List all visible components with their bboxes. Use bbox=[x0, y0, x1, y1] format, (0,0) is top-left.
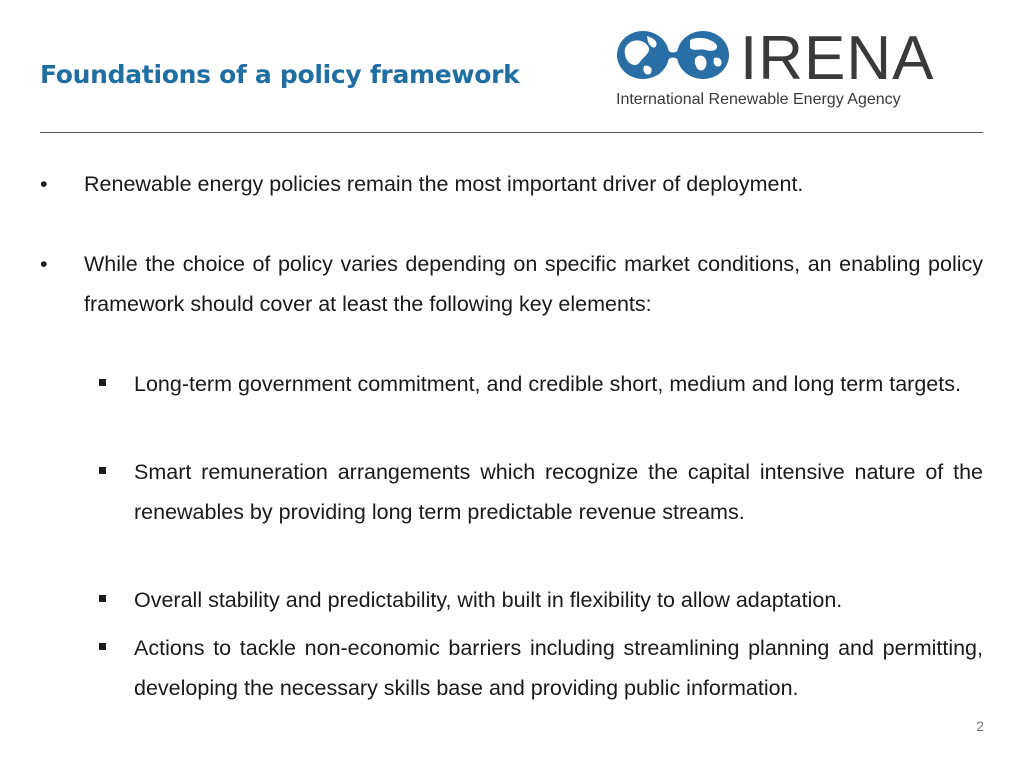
square-bullet-icon bbox=[99, 643, 106, 650]
sub-bullet-text: Overall stability and predictability, with built in flexibility to allow adaptation. bbox=[134, 588, 843, 612]
sub-bullet-item bbox=[96, 452, 983, 532]
square-bullet-icon bbox=[99, 379, 106, 386]
irena-logo bbox=[606, 20, 958, 118]
sub-bullet-text: Actions to tackle non-economic barriers including streamlining planning and permitting, developing the necessary skills base and providing public information. bbox=[134, 636, 983, 700]
bullet-marker: • bbox=[40, 252, 48, 276]
bullet-text: While the choice of policy varies depending on specific market conditions, an enabling policy framework should cover at least the following key elements: bbox=[84, 252, 983, 316]
logo-subtitle: International Renewable Energy Agency bbox=[616, 91, 901, 108]
title-divider bbox=[40, 132, 983, 133]
page-number: 2 bbox=[976, 718, 984, 734]
globe-infinity-icon bbox=[614, 28, 732, 82]
square-bullet-icon bbox=[99, 467, 106, 474]
bullet-marker: • bbox=[40, 172, 48, 196]
bullet-text: Renewable energy policies remain the most important driver of deployment. bbox=[84, 172, 804, 196]
square-bullet-icon bbox=[99, 595, 106, 602]
bullet-item bbox=[40, 244, 983, 324]
slide-title: Foundations of a policy framework bbox=[40, 60, 520, 89]
sub-bullet-item bbox=[96, 628, 983, 708]
logo-wordmark: IRENA bbox=[740, 24, 935, 93]
sub-bullet-text: Long-term government commitment, and credible short, medium and long term targets. bbox=[134, 372, 961, 396]
sub-bullet-text: Smart remuneration arrangements which recognize the capital intensive nature of the renewables by providing long term predictable revenue streams. bbox=[134, 460, 983, 524]
bullet-item bbox=[40, 164, 983, 204]
sub-bullet-item bbox=[96, 364, 983, 404]
sub-bullet-item bbox=[96, 580, 983, 620]
